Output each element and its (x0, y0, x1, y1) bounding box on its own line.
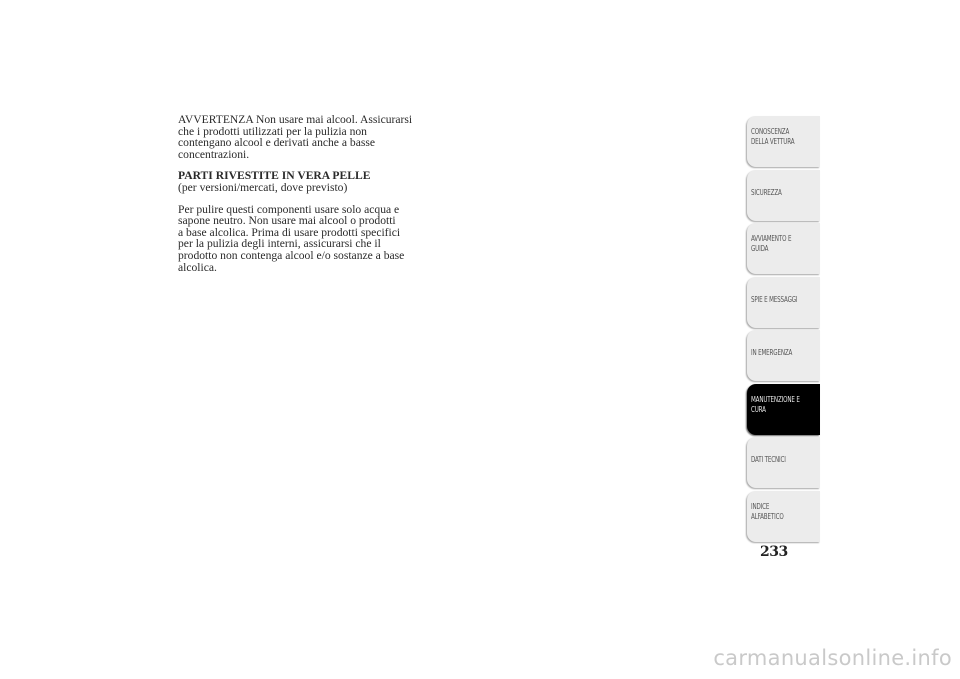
tab-label: SPIE E MESSAGGI (751, 294, 798, 304)
tab-label: IN EMERGENZA (751, 348, 793, 357)
tab-manutenzione-e-cura[interactable] (747, 384, 820, 435)
tab-label: SICUREZZA (751, 187, 782, 197)
tab-spie-e-messaggi[interactable] (747, 277, 820, 328)
paragraph-line: prodotto non contenga alcool e/o sostanze a base (178, 248, 405, 262)
warning-line: contengano alcool e derivati anche a basse (178, 136, 376, 150)
tab-label: INDICE ALFABETICO (751, 501, 784, 521)
tab-sicurezza[interactable] (747, 170, 820, 221)
paragraph-line: a base alcolica. Prima di usare prodotti specifici (178, 225, 401, 239)
watermark: carmanualsonline.info (713, 646, 952, 670)
tab-avviamento-e-guida[interactable] (747, 223, 820, 274)
paragraph-line: sapone neutro. Non usare mai alcool o prodotti (178, 214, 396, 228)
tab-label: CONOSCENZA DELLA VETTURA (751, 127, 795, 146)
page-body (178, 114, 453, 273)
section-subtitle: (per versioni/mercati, dove previsto) (178, 180, 348, 194)
body-paragraph (178, 204, 453, 274)
tab-in-emergenza[interactable] (747, 330, 820, 381)
chapter-tabs (747, 116, 820, 544)
tab-label: AVVIAMENTO E GUIDA (751, 234, 792, 253)
tab-indice-alfabetico[interactable] (747, 491, 820, 542)
warning-line: concentrazioni. (178, 147, 250, 161)
paragraph-line: Per pulire questi componenti usare solo acqua e (178, 202, 400, 216)
paragraph-line: per la pulizia degli interni, assicurarsi che il (178, 237, 381, 251)
section-title: PARTI RIVESTITE IN VERA PELLE (178, 169, 371, 183)
warning-line: che i prodotti utilizzati per la pulizia non (178, 124, 367, 138)
tab-label: MANUTENZIONE E CURA (751, 394, 800, 414)
tab-dati-tecnici[interactable] (747, 437, 820, 488)
page-number: 233 (760, 544, 788, 560)
warning-text (178, 114, 453, 160)
tab-conoscenza-della-vettura[interactable] (747, 116, 820, 167)
warning-line: AVVERTENZA Non usare mai alcool. Assicurarsi (178, 113, 413, 126)
tab-label: DATI TECNICI (751, 455, 786, 464)
paragraph-line: alcolica. (178, 260, 217, 274)
